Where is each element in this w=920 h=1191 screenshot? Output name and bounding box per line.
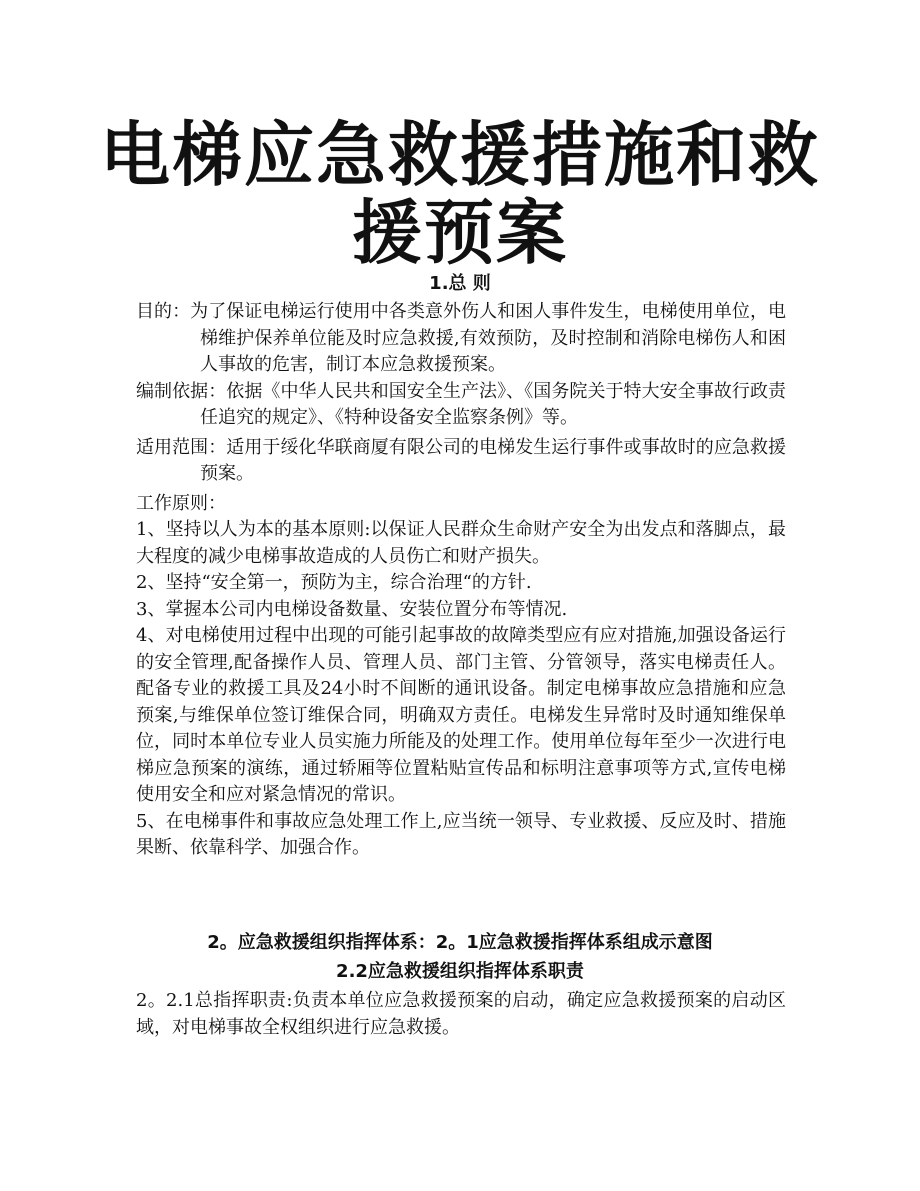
basis-paragraph: 编制依据：依据《中华人民共和国安全生产法》、《国务院关于特大安全事故行政责任追究的规定》、《特种设备安全监察条例》等。	[136, 380, 786, 428]
scope-paragraph: 适用范围：适用于绥化华联商厦有限公司的电梯发生运行事件或事故时的应急救援预案。	[136, 436, 786, 484]
principle-item-4: 4、对电梯使用过程中出现的可能引起事故的故障类型应有应对措施,加强设备运行的安全管理,配备操作人员、管理人员、部门主管、分管领导，落实电梯责任人。配备专业的救援工具及24小时不间断的通讯设备。制定电梯事故应急措施和应急预案,与维保单位签订维保合同，明确双方责任。电梯发生异常时及时通知维保单位，同时本单位专业人员实施力所能及的处理工作。使用单位每年至少一次进行电梯应急预案的演练，通过轿厢等位置粘贴宣传品和标明注意事项等方式,宣传电梯使用安全和应对紧急情况的常识。	[136, 625, 786, 805]
section-2-heading: 2。应急救援组织指挥体系：2。1应急救援指挥体系组成示意图	[207, 932, 713, 953]
section-1-body	[136, 299, 786, 862]
section-1-heading: 1.总 则	[429, 273, 491, 294]
section-2-2-body	[136, 988, 786, 1041]
purpose-paragraph: 目的：为了保证电梯运行使用中各类意外伤人和困人事件发生，电梯使用单位，电梯维护保养单位能及时应急救援,有效预防，及时控制和消除电梯伤人和困人事故的危害，制订本应急救援预案。	[136, 301, 786, 375]
document-title-line-1: 电梯应急救援措施和救	[100, 114, 820, 196]
principle-item-1: 1、坚持以人为本的基本原则:以保证人民群众生命财产安全为出发点和落脚点，最大程度的减少电梯事故造成的人员伤亡和财产损失。	[136, 519, 786, 567]
principle-item-5: 5、在电梯事件和事故应急处理工作上,应当统一领导、专业救援、反应及时、措施果断、依靠科学、加强合作。	[136, 810, 786, 858]
document-title-line-2: 援预案	[352, 192, 568, 274]
principles-label: 工作原则：	[136, 492, 226, 514]
section-2-2-heading: 2.2应急救援组织指挥体系职责	[336, 961, 584, 982]
duty-2-2-1-paragraph: 2。2.1总指挥职责:负责本单位应急救援预案的启动，确定应急救援预案的启动区域，对电梯事故全权组织进行应急救援。	[136, 990, 786, 1038]
principle-item-2: 2、坚持“安全第一，预防为主，综合治理“的方针.	[136, 572, 532, 593]
principle-item-3: 3、掌握本公司内电梯设备数量、安装位置分布等情况.	[136, 598, 568, 620]
